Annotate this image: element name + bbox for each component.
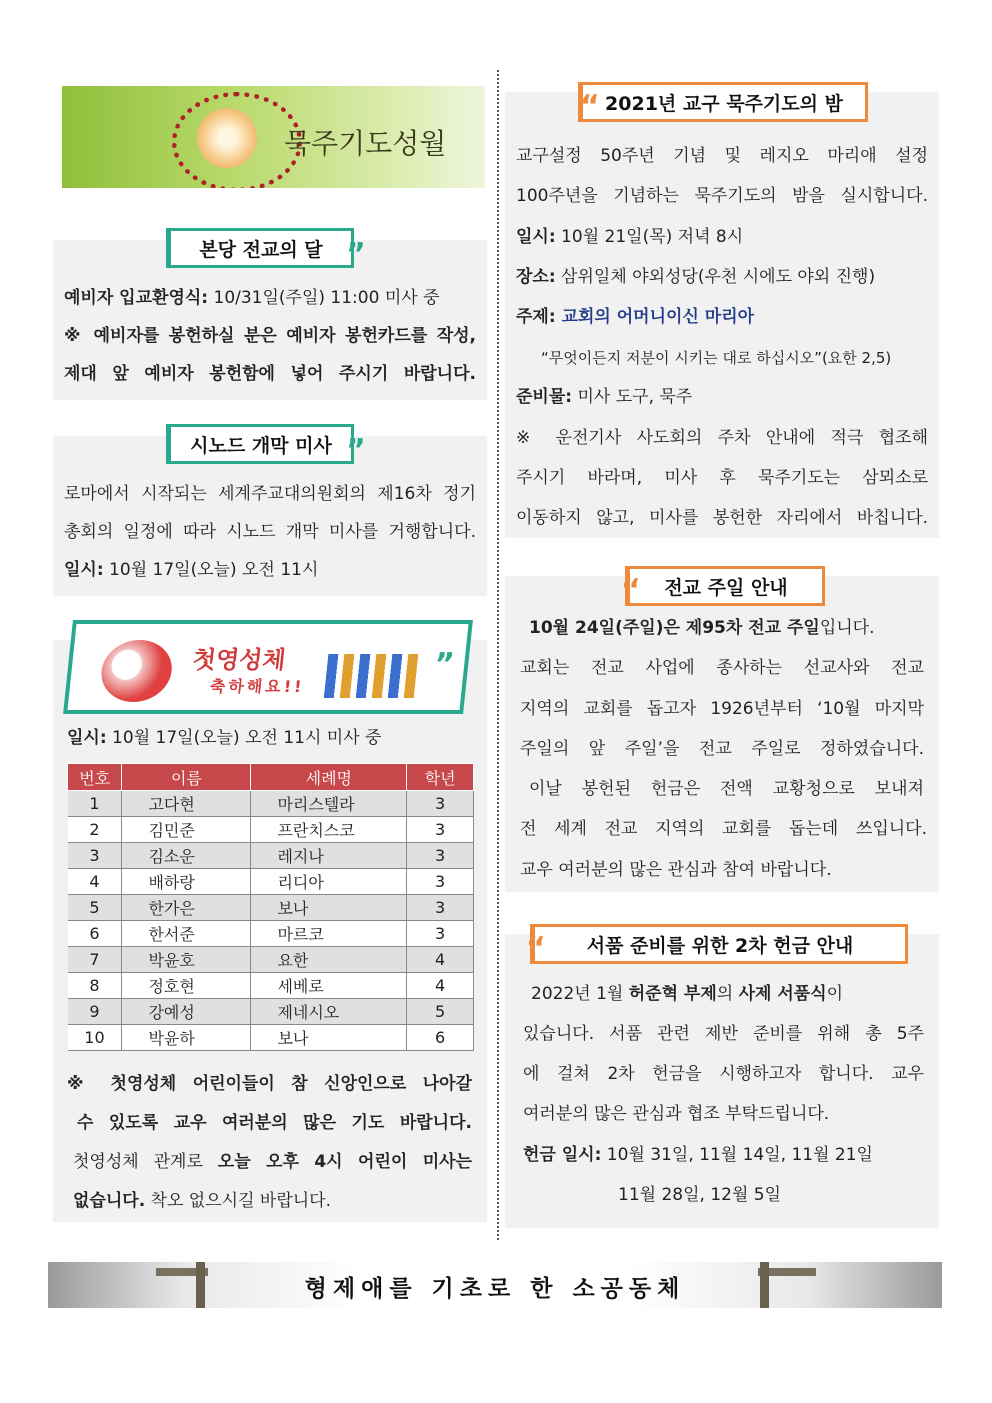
quote-mark-icon: “ — [621, 573, 641, 608]
row-baptismal-name: 세베로 — [251, 973, 407, 999]
mission-sunday-title: 전교 주일 안내 — [625, 566, 825, 606]
mission-note-line1: ※ 예비자를 봉헌하실 분은 예비자 봉헌카드를 작성, — [64, 326, 476, 346]
row-number: 2 — [68, 817, 122, 843]
row-name: 정호현 — [122, 973, 251, 999]
quote-mark-icon: ” — [346, 433, 366, 468]
col-grade: 학년 — [407, 764, 474, 791]
mission-month-title: 본당 전교의 달 — [166, 228, 354, 268]
row-number: 5 — [68, 895, 122, 921]
table-row — [68, 869, 474, 895]
intro-welcome-value: 10/31일(주일) 11:00 미사 중 — [208, 288, 440, 308]
row-number: 7 — [68, 947, 122, 973]
synod-date-label: 일시: — [64, 560, 104, 580]
mission-sunday-line6: 전 세계 전교 지역의 교회를 돕는데 쓰입니다. — [520, 819, 927, 839]
bride-groom-icon — [98, 640, 175, 702]
communion-note3-a: 첫영성체 관계로 — [73, 1152, 218, 1172]
rosary-theme-value: 교회의 어머니이신 마리아 — [555, 307, 755, 327]
table-row — [68, 999, 474, 1025]
ordination-line4: 여러분의 많은 관심과 협조 부탁드립니다. — [523, 1104, 830, 1124]
row-baptismal-name: 마르코 — [251, 921, 407, 947]
quote-mark-icon: “ — [580, 89, 600, 124]
ordination-line1-e: 이 — [826, 984, 844, 1004]
rosary-date-value: 10월 21일(목) 저녁 8시 — [555, 227, 744, 247]
cross-post-right — [760, 1262, 769, 1308]
mission-sunday-line3: 지역의 교회를 돕고자 1926년부터 ‘10월 마지막 — [520, 699, 924, 719]
table-row — [68, 817, 474, 843]
row-baptismal-name: 요한 — [251, 947, 407, 973]
rosary-night-line2: 100주년을 기념하는 묵주기도의 밤을 실시합니다. — [516, 186, 928, 206]
communion-table — [67, 763, 474, 1051]
ordination-line2: 있습니다. 서품 관련 제반 준비를 위해 총 5주 — [523, 1024, 924, 1044]
mission-sunday-line7: 교우 여러분의 많은 관심과 참여 바랍니다. — [520, 860, 832, 880]
row-baptismal-name: 제네시오 — [251, 999, 407, 1025]
ordination-line3: 에 걸쳐 2차 헌금을 시행하고자 합니다. 교우 — [523, 1064, 924, 1084]
synod-line1: 로마에서 시작되는 세계주교대의원회의 제16차 정기 — [64, 484, 476, 504]
col-name: 이름 — [122, 764, 251, 791]
table-row — [68, 895, 474, 921]
row-name: 배하랑 — [122, 869, 251, 895]
communion-date-label: 일시: — [67, 728, 107, 748]
synod-title: 시노드 개막 미사 — [166, 424, 354, 464]
row-grade: 3 — [407, 921, 474, 947]
rosary-prep-label: 준비물: — [516, 387, 573, 407]
mission-sunday-line5: 이날 봉헌된 헌금은 전액 교황청으로 보내져 — [529, 779, 924, 799]
row-grade: 3 — [407, 791, 474, 817]
row-name: 한가은 — [122, 895, 251, 921]
ordination-title: 서품 준비를 위한 2차 헌금 안내 — [530, 924, 908, 964]
mission-sunday-line2: 교회는 전교 사업에 종사하는 선교사와 전교 — [520, 658, 924, 678]
first-communion-section — [53, 640, 487, 1222]
mission-sunday-rest: 입니다. — [819, 618, 875, 638]
ordination-line1-c: 의 — [716, 984, 739, 1004]
rosary-place-label: 장소: — [516, 267, 556, 287]
row-name: 박윤호 — [122, 947, 251, 973]
rosary-night-section — [505, 89, 939, 538]
rosary-date-label: 일시: — [516, 227, 556, 247]
ordination-section — [505, 931, 939, 1228]
row-baptismal-name: 마리스텔라 — [251, 791, 407, 817]
row-grade: 3 — [407, 817, 474, 843]
table-row — [68, 921, 474, 947]
table-row — [68, 973, 474, 999]
row-grade: 5 — [407, 999, 474, 1025]
row-grade: 3 — [407, 843, 474, 869]
rosary-place-value: 삼위일체 야외성당(우천 시에도 야외 진행) — [555, 267, 876, 287]
communion-note-line1: ※ 첫영성체 어린이들이 참 신앙인으로 나아갈 — [67, 1074, 472, 1094]
offering-dates-value: 10월 31일, 11월 14일, 11월 21일 — [601, 1145, 873, 1165]
ordination-line1-a: 2022년 1월 — [531, 984, 629, 1004]
rosary-month-banner — [62, 86, 485, 188]
footer-bar — [48, 1262, 942, 1308]
row-name: 고다현 — [122, 791, 251, 817]
row-grade: 4 — [407, 947, 474, 973]
row-number: 4 — [68, 869, 122, 895]
row-name: 김민준 — [122, 817, 251, 843]
quote-mark-icon: “ — [526, 931, 546, 966]
rosary-prep-value: 미사 도구, 묵주 — [572, 387, 693, 407]
row-grade: 6 — [407, 1025, 474, 1051]
row-baptismal-name: 보나 — [251, 1025, 407, 1051]
communion-banner-title: 첫영성체 — [191, 646, 287, 674]
footer-motto: 형제애를 기초로 한 소공동체 — [304, 1276, 686, 1302]
quote-mark-icon: ” — [432, 647, 456, 682]
banner-title: 묵주기도성월 — [284, 127, 447, 160]
ordination-deacon-name: 허준혁 부제 — [628, 984, 717, 1004]
mission-sunday-bold: 10월 24일(주일)은 제95차 전교 주일 — [529, 618, 820, 638]
row-grade: 4 — [407, 973, 474, 999]
table-row — [68, 791, 474, 817]
column-divider — [497, 70, 499, 1240]
children-icon — [324, 654, 419, 698]
ordination-ceremony: 사제 서품식 — [738, 984, 827, 1004]
row-name: 박윤하 — [122, 1025, 251, 1051]
row-grade: 3 — [407, 869, 474, 895]
row-number: 9 — [68, 999, 122, 1025]
row-grade: 3 — [407, 895, 474, 921]
row-baptismal-name: 보나 — [251, 895, 407, 921]
col-baptismal-name: 세례명 — [251, 764, 407, 791]
row-baptismal-name: 프란치스코 — [251, 817, 407, 843]
rosary-note-line3: 이동하지 않고, 미사를 봉헌한 자리에서 바칩니다. — [516, 508, 928, 528]
communion-note-line2: 수 있도록 교우 여러분의 많은 기도 바랍니다. — [77, 1113, 472, 1133]
row-name: 한서준 — [122, 921, 251, 947]
rosary-night-title: 2021년 교구 묵주기도의 밤 — [578, 82, 868, 122]
offering-dates-value2: 11월 28일, 12월 5일 — [618, 1185, 782, 1205]
candle-icon — [197, 108, 257, 168]
rosary-night-line1: 교구설정 50주년 기념 및 레지오 마리애 설정 — [516, 146, 928, 166]
row-number: 3 — [68, 843, 122, 869]
row-number: 10 — [68, 1025, 122, 1051]
row-number: 8 — [68, 973, 122, 999]
row-number: 6 — [68, 921, 122, 947]
communion-banner-subtitle: 축하해요!! — [208, 677, 306, 696]
communion-note3-b: 오늘 오후 4시 어린이 미사는 — [217, 1152, 472, 1172]
offering-dates-label: 헌금 일시: — [523, 1145, 602, 1165]
rosary-scripture-quote: “무엇이든지 저분이 시키는 대로 하십시오”(요한 2,5) — [541, 349, 892, 367]
row-name: 김소운 — [122, 843, 251, 869]
communion-date-value: 10월 17일(오늘) 오전 11시 미사 중 — [106, 728, 382, 748]
mission-sunday-section — [505, 573, 939, 892]
col-number: 번호 — [68, 764, 122, 791]
synod-line2: 총회의 일정에 따라 시노드 개막 미사를 거행합니다. — [64, 522, 476, 542]
mission-sunday-line4: 주일의 앞 주일’을 전교 주일로 정하였습니다. — [520, 739, 924, 759]
communion-note4-a: 없습니다. — [73, 1191, 146, 1211]
row-number: 1 — [68, 791, 122, 817]
mission-note-line2: 제대 앞 예비자 봉헌함에 넣어 주시기 바랍니다. — [64, 364, 476, 384]
communion-note4-b: 착오 없으시길 바랍니다. — [145, 1191, 331, 1211]
rosary-note-line2: 주시기 바라며, 미사 후 묵주기도는 삼뫼소로 — [516, 468, 928, 488]
quote-mark-icon: ” — [346, 237, 366, 272]
table-row — [68, 1025, 474, 1051]
rosary-theme-label: 주제: — [516, 307, 556, 327]
row-baptismal-name: 리디아 — [251, 869, 407, 895]
row-baptismal-name: 레지나 — [251, 843, 407, 869]
table-row — [68, 843, 474, 869]
synod-date-value: 10월 17일(오늘) 오전 11시 — [103, 560, 319, 580]
communion-banner — [63, 620, 473, 714]
row-name: 강예성 — [122, 999, 251, 1025]
table-row — [68, 947, 474, 973]
intro-welcome-label: 예비자 입교환영식: — [64, 288, 209, 308]
rosary-note-line1: ※ 운전기사 사도회의 주차 안내에 적극 협조해 — [516, 428, 928, 448]
